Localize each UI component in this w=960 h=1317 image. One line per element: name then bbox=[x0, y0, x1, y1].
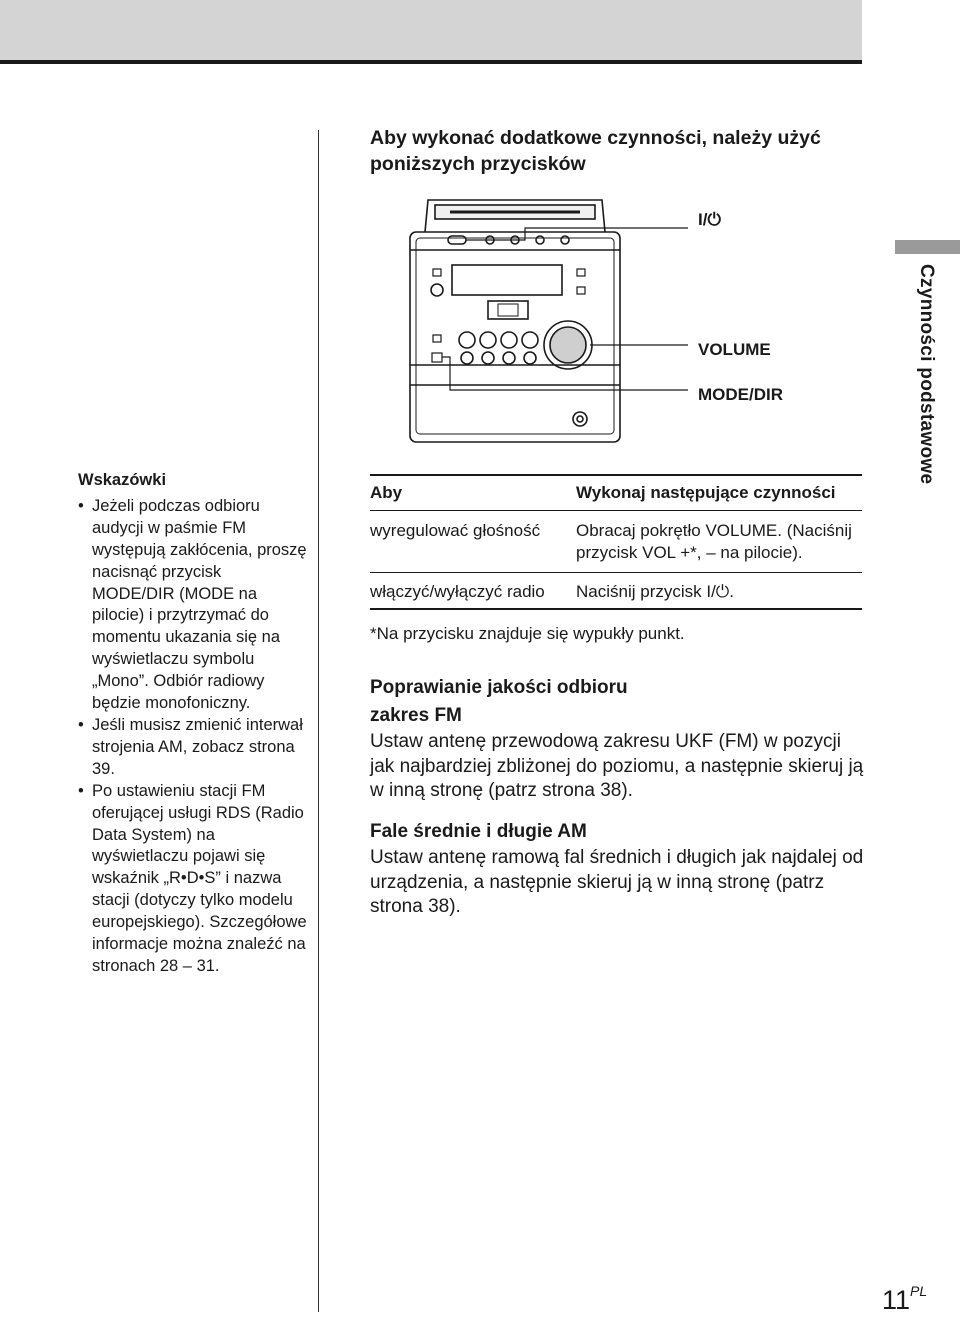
stereo-illustration bbox=[380, 190, 820, 460]
tip-item: • Jeśli musisz zmienić interwał strojenia AM, zobacz strona 39. bbox=[78, 715, 308, 781]
table-header bbox=[370, 474, 862, 511]
table-header-cell: Aby bbox=[370, 483, 403, 502]
table-cell: włączyć/wyłączyć radio bbox=[370, 582, 545, 601]
page-number bbox=[882, 1285, 927, 1316]
section-subheading: zakres FM bbox=[370, 705, 462, 726]
page-number-value: 11 bbox=[882, 1285, 911, 1315]
reception-section bbox=[370, 674, 870, 804]
table-footnote: *Na przycisku znajduje się wypukły punkt. bbox=[370, 624, 685, 643]
section-body: Ustaw antenę ramową fal średnich i długich jak najdalej od urządzenia, a następnie skieruj ją w inną stronę (patrz strona 38). bbox=[370, 847, 864, 917]
column-divider bbox=[318, 130, 319, 1312]
header-rule bbox=[0, 60, 862, 64]
table-cell: Obracaj pokrętło VOLUME. (Naciśnij przycisk VOL +*, – na pilocie). bbox=[576, 521, 852, 562]
section-heading: Fale średnie i długie AM bbox=[370, 821, 587, 842]
tips-box bbox=[78, 470, 308, 978]
volume-label: VOLUME bbox=[698, 340, 771, 359]
page-title: Aby wykonać dodatkowe czynności, należy użyć poniższych przycisków bbox=[370, 127, 821, 175]
tips-title: Wskazówki bbox=[78, 471, 167, 489]
section-tab-marker bbox=[895, 240, 960, 254]
section-body: Ustaw antenę przewodową zakresu UKF (FM) w pozycji jak najbardziej zbliżonej do poziomu, a następnie skieruj ją w inną stronę (patrz strona 38). bbox=[370, 731, 864, 801]
operations-table bbox=[370, 474, 862, 610]
device-diagram bbox=[380, 190, 820, 460]
power-label: I/⏻ bbox=[698, 210, 721, 229]
table-cell: wyregulować głośność bbox=[370, 521, 541, 540]
page-language: PL bbox=[910, 1283, 928, 1299]
table-row bbox=[370, 573, 862, 610]
table-header-cell: Wykonaj następujące czynności bbox=[576, 483, 836, 502]
section-heading: Poprawianie jakości odbioru bbox=[370, 677, 628, 698]
tip-item: • Jeżeli podczas odbioru audycji w paśmie FM występują zakłócenia, proszę nacisnąć przycisk MODE/DIR (MODE na pilocie) i przytrzymać do momentu ukazania się na wyświetlaczu symbolu „Mono”. Odbiór radiowy będzie monofoniczny. bbox=[78, 496, 308, 715]
table-cell: Naciśnij przycisk I/⏻. bbox=[576, 582, 734, 601]
tip-item: • Po ustawieniu stacji FM oferującej usługi RDS (Radio Data System) na wyświetlaczu pojawi się wskaźnik „R•D•S” i nazwa stacji (dotyczy tylko modelu europejskiego). Szczegółowe informacje można znaleźć na stronach 28 – 31. bbox=[78, 781, 308, 978]
table-row bbox=[370, 511, 862, 573]
mode-dir-label: MODE/DIR bbox=[698, 385, 783, 404]
section-side-title: Czynności podstawowe bbox=[916, 264, 937, 485]
header-bar bbox=[0, 0, 862, 60]
am-section bbox=[370, 818, 870, 920]
